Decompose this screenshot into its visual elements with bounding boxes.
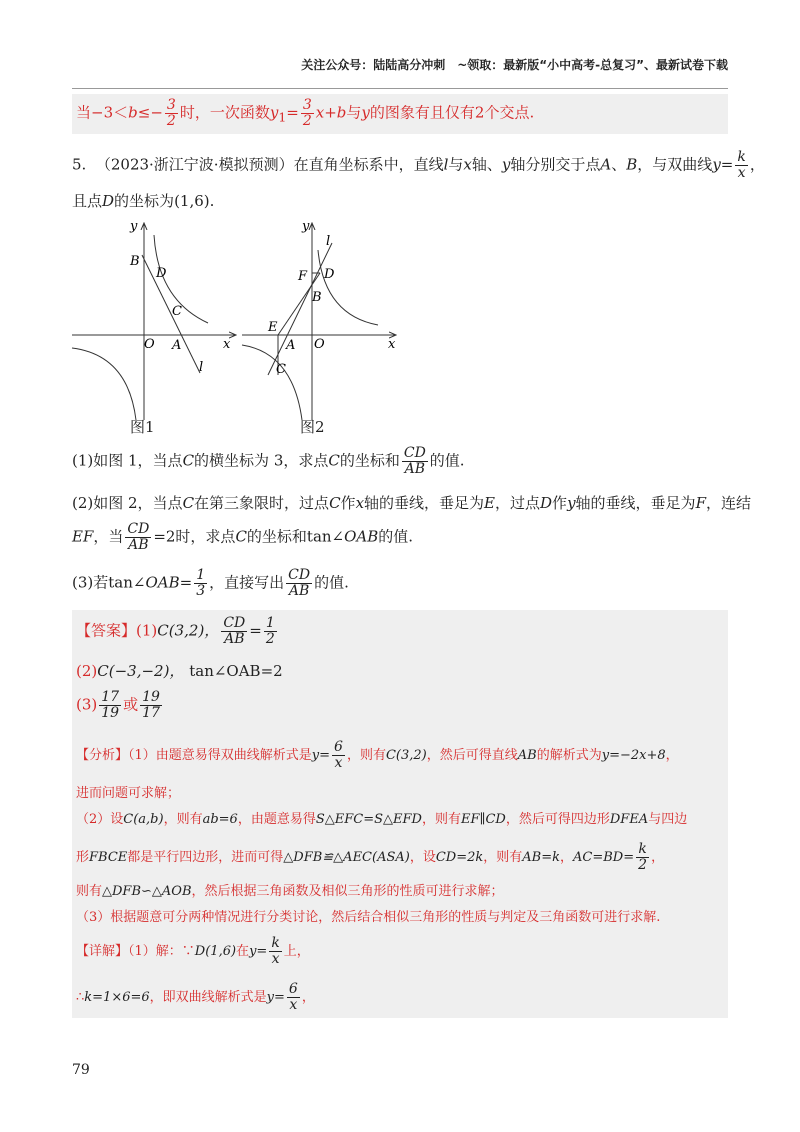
label-D: D xyxy=(156,266,167,281)
answer-line-2: (2)C(−3,−2)， tan∠OAB=2 xyxy=(76,662,283,680)
page-header: 关注公众号：陆陆高分冲刺 ~领取：最新版“小中高考-总复习”、最新试卷下载 xyxy=(301,58,728,72)
question-3: (3)若tan∠OAB= $\frac{1}{3}$ ，直接写出 $\frac{CD}{AB}$ 的值. xyxy=(72,567,349,599)
question-2-line2: EF，当 $\frac{CD}{AB}$ =2时，求点C的坐标和tan∠OAB的值. xyxy=(72,521,414,553)
hyperbola-branch-3 xyxy=(242,345,302,420)
analysis-line-3: （2）设C(a,b)，则有ab=6，由题意易得S△EFC=S△EFD，则有EF∥CD，然后可得四边形DFEA与四边 xyxy=(76,812,688,827)
fraction: $\frac{17}{19}$ xyxy=(101,689,120,721)
answer-line-3: (3) $\frac{17}{19}$ 或 $\frac{19}{17}$ xyxy=(76,689,160,721)
fraction: $\frac{1}{2}$ xyxy=(265,615,275,647)
label-C: C xyxy=(276,362,286,377)
fraction: $\frac{3}{2}$ xyxy=(166,97,176,129)
label-l: l xyxy=(199,360,204,375)
fraction: $\frac{6}{x}$ xyxy=(334,739,343,771)
problem-stem-line2: 且点D的坐标为(1,6). xyxy=(72,192,215,210)
label-A: A xyxy=(286,338,296,353)
label-l: l xyxy=(326,234,331,249)
analysis-line-5: 则有△DFB∽△AOB，然后根据三角函数及相似三角形的性质可进行求解； xyxy=(76,884,504,899)
detail-line-2: ∴k=1×6=6，即双曲线解析式是y= $\frac{6}{x}$ ， xyxy=(76,981,315,1013)
top-note-text: 当−3＜b≤− $\frac{3}{2}$ 时，一次函数$y_1=$ $\frac{3}{2}$ x+b与y的图象有且仅有2个交点. xyxy=(76,97,535,129)
label-B: B xyxy=(312,290,322,305)
fraction: $\frac{19}{17}$ xyxy=(142,689,160,721)
label-B: B xyxy=(130,254,140,269)
fraction: $\frac{CD}{AB}$ xyxy=(403,445,426,477)
answer-line-1: 【答案】(1)C(3,2)， $\frac{CD}{AB}$ = $\frac{1}{2}$ xyxy=(76,615,275,647)
hyperbola-branch-1 xyxy=(318,250,378,325)
label-F: F xyxy=(298,269,308,284)
label-O: O xyxy=(314,337,325,352)
label-D: D xyxy=(324,267,335,282)
label-O: O xyxy=(144,337,155,352)
fraction: $\frac{6}{x}$ xyxy=(288,981,298,1013)
figure-1-caption: 图1 xyxy=(130,418,155,436)
fraction: $\frac{CD}{AB}$ xyxy=(288,567,311,599)
hyperbola-branch-3 xyxy=(72,348,136,420)
analysis-line-1: 【分析】（1）由题意易得双曲线解析式是y= $\frac{6}{x}$ ，则有C(3,2)，然后可得直线AB的解析式为y=−2x+8， xyxy=(76,739,679,771)
label-x: x xyxy=(223,337,231,352)
fraction: $\frac{k}{2}$ xyxy=(638,841,648,873)
analysis-line-4: 形FBCE都是平行四边形，进而可得△DFB≌△AEC(ASA)，设CD=2k，则有AB=k，AC=BD= $\frac{k}{2}$ ， xyxy=(76,841,665,873)
fraction: $\frac{3}{2}$ xyxy=(302,97,312,129)
fraction: $\frac{k}{x}$ xyxy=(737,149,746,181)
problem-stem-line1: 5. （2023·浙江宁波·模拟预测）在直角坐标系中，直线l与x轴、y轴分别交于点A、B，与双曲线y= $\frac{k}{x}$ ， xyxy=(72,149,765,181)
fraction: $\frac{CD}{AB}$ xyxy=(223,615,246,647)
question-1: (1)如图 1，当点C的横坐标为 3，求点C的坐标和 $\frac{CD}{AB}$ 的值. xyxy=(72,445,465,477)
figure-2-caption: 图2 xyxy=(300,418,325,436)
label-C: C xyxy=(172,304,182,319)
page-number: 79 xyxy=(72,1062,90,1078)
analysis-line-6: （3）根据题意可分两种情况进行分类讨论，然后结合相似三角形的性质与判定及三角函数可进行求解. xyxy=(76,910,661,925)
label-x: x xyxy=(388,337,396,352)
fraction: $\frac{k}{x}$ xyxy=(271,935,280,967)
line-l xyxy=(142,255,200,373)
header-divider xyxy=(72,88,728,89)
analysis-line-2: 进而问题可求解； xyxy=(76,786,181,801)
figure-2 xyxy=(238,215,408,435)
label-y: y xyxy=(302,219,310,234)
label-A: A xyxy=(172,338,182,353)
label-y: y xyxy=(130,219,138,234)
label-E: E xyxy=(268,320,278,335)
detail-line-1: 【详解】（1）解：∵D(1,6)在y= $\frac{k}{x}$ 上， xyxy=(76,935,310,967)
question-2-line1: (2)如图 2，当点C在第三象限时，过点C作x轴的垂线，垂足为E，过点D作y轴的垂线，垂足为F，连结 xyxy=(72,494,751,512)
figure-1 xyxy=(68,215,248,435)
fraction: $\frac{1}{3}$ xyxy=(196,567,206,599)
fraction: $\frac{CD}{AB}$ xyxy=(127,521,150,553)
